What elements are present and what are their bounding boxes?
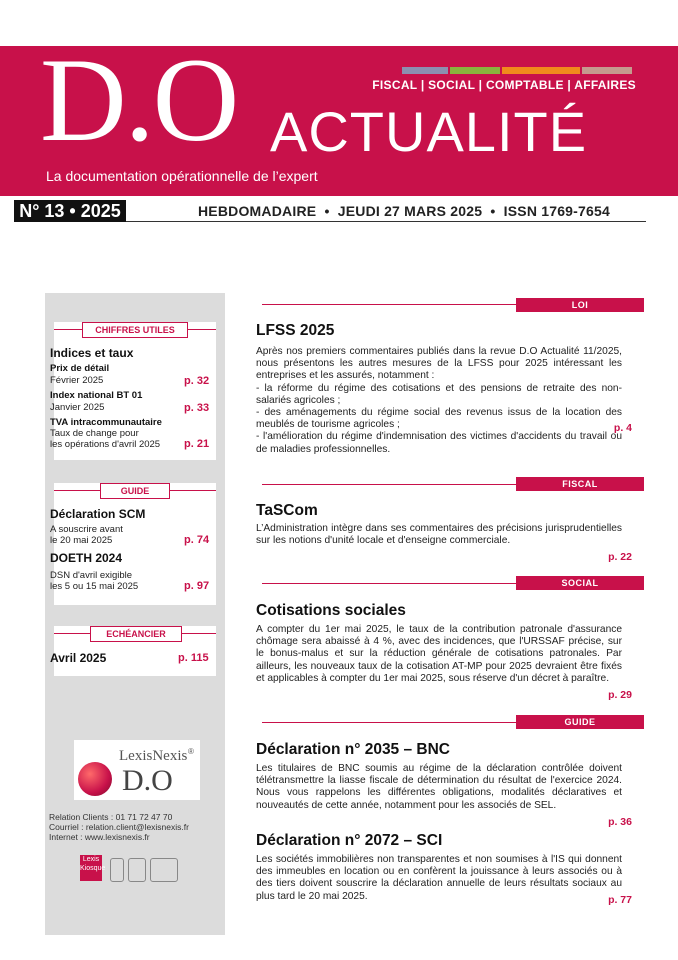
section-tab-social: SOCIAL <box>516 576 644 590</box>
tagline: La documentation opérationnelle de l’expert <box>46 168 318 184</box>
issue-number: N° 13 • 2025 <box>14 200 126 222</box>
article-title-tascom[interactable]: TaSCom <box>256 502 318 519</box>
article-body-tascom: L’Administration intègre dans ses commentaires des précisions jurisprudentielles sur les notions d'unité locale et d'enseigne commerciale. <box>256 523 622 547</box>
logo-do: D.O <box>40 33 238 166</box>
section-tab-guide: GUIDE <box>516 715 644 729</box>
echeancier-box <box>50 626 216 676</box>
tva-sub2: les opérations d'avril 2025 <box>50 439 161 450</box>
lexisnexis-globe-icon <box>78 762 112 796</box>
avril-page[interactable]: p. 115 <box>178 652 209 664</box>
scm-heading: Déclaration SCM <box>50 507 146 521</box>
doeth-line1: DSN d'avril exigible <box>50 570 133 581</box>
chiffres-utiles-tag: CHIFFRES UTILES <box>82 322 188 338</box>
article-page-cotisations[interactable]: p. 29 <box>608 689 632 701</box>
article-body-2035: Les titulaires de BNC soumis au régime de la déclaration contrôlée doivent télétransmettre la liasse fiscale de détermination du résultat de l'exercice 2024. Nous vous rappelons les différentes obligations, modalités déclaratives et nouveautés de cette année, notamment pour les associés de SEL. <box>256 763 622 811</box>
section-tab-fiscal: FISCAL <box>516 477 644 491</box>
doeth-heading: DOETH 2024 <box>50 551 123 565</box>
affaires-color-bar <box>582 67 632 74</box>
article-page-tascom[interactable]: p. 22 <box>608 551 632 563</box>
indices-heading: Indices et taux <box>50 346 134 360</box>
prix-detail-page[interactable]: p. 32 <box>184 375 210 387</box>
body-line: - des aménagements du régime social des revenus issus de la location des meublés de tourisme agricoles ; <box>256 407 622 431</box>
body-line: Après nos premiers commentaires publiés dans la revue D.O Actualité 11/2025, nous présentons les autres mesures de la LFSS pour 2025 intéressant les entreprises et les assurés, notamment : <box>256 346 622 382</box>
echeancier-tag: ECHÉANCIER <box>90 626 182 642</box>
phone-device-icon <box>110 858 124 882</box>
scm-line2: le 20 mai 2025 <box>50 535 113 546</box>
bt01-page[interactable]: p. 33 <box>184 402 210 414</box>
article-page-lfss[interactable]: p. 4 <box>613 422 632 434</box>
article-title-lfss[interactable]: LFSS 2025 <box>256 322 335 339</box>
prix-detail-sub: Février 2025 <box>50 375 104 386</box>
chiffres-utiles-box <box>50 322 216 460</box>
lexis-kiosque-icon: Lexis Kiosque <box>80 855 102 881</box>
header-rule <box>126 221 646 222</box>
bt01-sub: Janvier 2025 <box>50 402 105 413</box>
article-title-cotisations[interactable]: Cotisations sociales <box>256 602 406 619</box>
registered-mark: ® <box>188 747 194 756</box>
tva-page[interactable]: p. 21 <box>184 438 210 450</box>
body-line: - la réforme du régime des cotisations et des pensions de retraite des non-salariés agricoles ; <box>256 382 622 406</box>
guide-box <box>50 483 216 605</box>
article-body-cotisations: A compter du 1er mai 2025, le taux de la contribution patronale d'assurance chômage sera abaissé à 4 %, avec des incidences, que l'URSSAF précise, sur le bonus-malus et sur la réduction générale de cotisations patronales. Par ailleurs, les nouveaux taux de la cotisation AT-MP pour 2025 devraient être fixés et applicables à compter du 1er mai 2025, sous réserve d'un décret à paraître. <box>256 624 622 684</box>
body-line: - l'amélioration du régime d'indemnisation des victimes d'accidents du travail ou de maladies professionnelles. <box>256 431 622 455</box>
scm-page[interactable]: p. 74 <box>184 534 210 546</box>
avril-heading: Avril 2025 <box>50 651 107 665</box>
fiscal-color-bar <box>402 67 448 74</box>
issue-meta: HEBDOMADAIRE • JEUDI 27 MARS 2025 • ISSN 1769-7654 <box>198 203 610 219</box>
comptable-color-bar <box>502 67 580 74</box>
tva-title: TVA intracommunautaire <box>50 417 162 428</box>
contact-phone: Relation Clients : 01 71 72 47 70 <box>49 812 173 822</box>
publisher-brand: D.O <box>122 764 173 797</box>
doeth-line2: les 5 ou 15 mai 2025 <box>50 581 139 592</box>
guide-tag: GUIDE <box>100 483 170 499</box>
publisher-name: LexisNexis <box>119 748 188 764</box>
bt01-title: Index national BT 01 <box>50 390 143 401</box>
scm-line1: A souscrire avant <box>50 524 123 535</box>
article-page-2072[interactable]: p. 77 <box>608 894 632 906</box>
doeth-page[interactable]: p. 97 <box>184 580 210 592</box>
social-color-bar <box>450 67 500 74</box>
logo-actualite: ACTUALITÉ <box>270 100 588 163</box>
contact-email[interactable]: Courriel : relation.client@lexisnexis.fr <box>49 822 189 832</box>
article-title-2072[interactable]: Déclaration n° 2072 – SCI <box>256 832 443 849</box>
article-page-2035[interactable]: p. 36 <box>608 816 632 828</box>
laptop-device-icon <box>150 858 178 882</box>
category-list: FISCAL | SOCIAL | COMPTABLE | AFFAIRES <box>372 78 636 92</box>
section-tab-loi: LOI <box>516 298 644 312</box>
article-body-lfss <box>256 346 622 456</box>
tablet-device-icon <box>128 858 146 882</box>
tva-sub1: Taux de change pour <box>50 428 139 439</box>
contact-website[interactable]: Internet : www.lexisnexis.fr <box>49 832 150 842</box>
article-title-2035[interactable]: Déclaration n° 2035 – BNC <box>256 741 450 758</box>
prix-detail-title: Prix de détail <box>50 363 110 374</box>
article-body-2072: Les sociétés immobilières non transparentes et non soumises à l'IS qui donnent des immeubles en location ou en confèrent la jouissance à leurs associés ou à des tiers doivent souscrire la déclaration annuelle de leurs résultats sociaux au plus tard le 20 mai 2025. <box>256 854 622 902</box>
